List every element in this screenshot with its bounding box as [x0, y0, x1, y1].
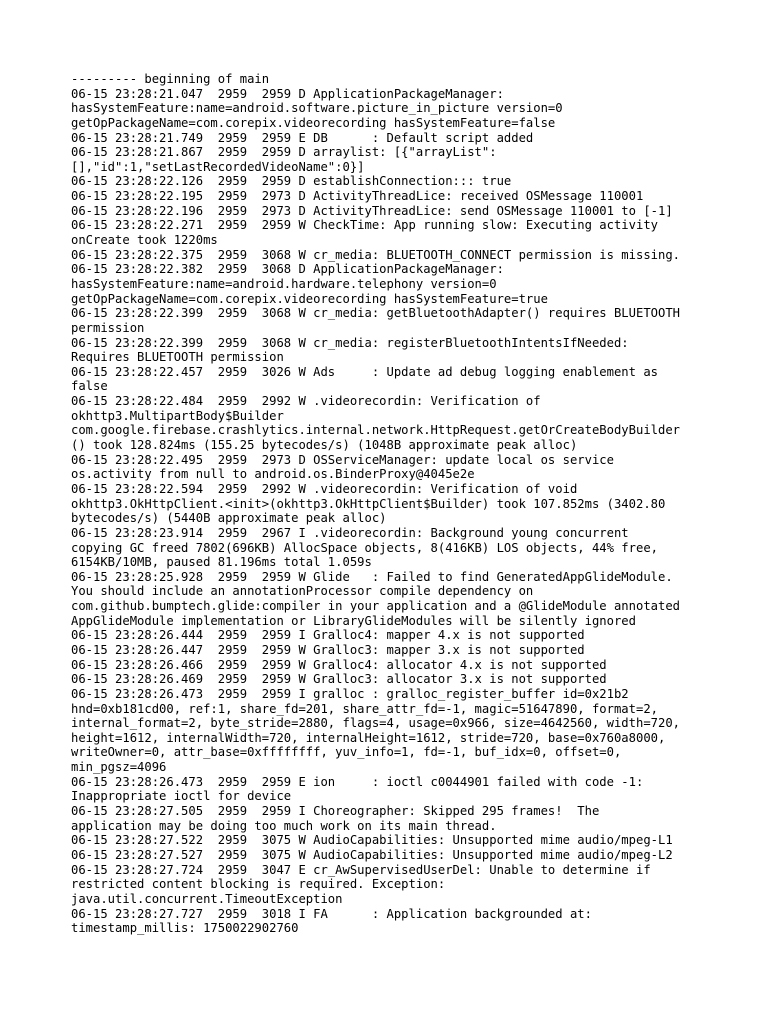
log-line: 06-15 23:28:22.399 2959 3068 W cr_media: getBluetoothAdapter() requires BLUETOOTH [71, 306, 681, 321]
log-line: Inappropriate ioctl for device [71, 789, 292, 804]
log-line: timestamp_millis: 1750022902760 [71, 921, 299, 936]
log-line: AppGlideModule implementation or LibraryGlideModules will be silently ignored [71, 613, 636, 628]
log-line: 06-15 23:28:22.195 2959 2973 D ActivityThreadLice: received OSMessage 110001 [71, 189, 644, 204]
log-line: false [71, 379, 108, 394]
log-line: hasSystemFeature:name=android.hardware.telephony version=0 [71, 276, 497, 291]
log-line: 06-15 23:28:26.444 2959 2959 I Gralloc4: mapper 4.x is not supported [71, 628, 585, 643]
log-line: copying GC freed 7802(696KB) AllocSpace objects, 8(416KB) LOS objects, 44% free, [71, 540, 658, 555]
log-line: 06-15 23:28:22.495 2959 2973 D OSServiceManager: update local os service [71, 452, 614, 467]
log-line: 06-15 23:28:22.126 2959 2959 D establishConnection::: true [71, 174, 512, 189]
log-line: 06-15 23:28:26.466 2959 2959 W Gralloc4: allocator 4.x is not supported [71, 657, 607, 672]
log-line: internal_format=2, byte_stride=2880, flags=4, usage=0x966, size=4642560, width=720, [71, 716, 681, 731]
log-line: --------- beginning of main [71, 72, 270, 86]
log-line: okhttp3.OkHttpClient.<init>(okhttp3.OkHttpClient$Builder) took 107.852ms (3402.80 [71, 496, 666, 511]
log-line: hasSystemFeature:name=android.software.picture_in_picture version=0 [71, 101, 563, 116]
log-line: 06-15 23:28:25.928 2959 2959 W Glide : Failed to find GeneratedAppGlideModule. [71, 569, 673, 584]
log-line: 06-15 23:28:26.473 2959 2959 E ion : ioctl c0044901 failed with code -1: [71, 774, 644, 789]
log-line: writeOwner=0, attr_base=0xffffffff, yuv_info=1, fd=-1, buf_idx=0, offset=0, [71, 745, 622, 760]
log-line: 06-15 23:28:22.484 2959 2992 W .videorecordin: Verification of [71, 394, 541, 409]
log-line: 06-15 23:28:26.447 2959 2959 W Gralloc3: mapper 3.x is not supported [71, 642, 585, 657]
log-line: okhttp3.MultipartBody$Builder [71, 408, 284, 423]
log-line: Requires BLUETOOTH permission [71, 350, 284, 365]
log-line: 06-15 23:28:21.867 2959 2959 D arraylist: [{"arrayList": [71, 145, 497, 160]
log-line: onCreate took 1220ms [71, 233, 218, 248]
log-text [71, 72, 761, 936]
log-line: 06-15 23:28:22.594 2959 2992 W .videorecordin: Verification of void [71, 481, 578, 496]
log-line: 06-15 23:28:23.914 2959 2967 I .videorecordin: Background young concurrent [71, 525, 629, 540]
log-line: 06-15 23:28:27.727 2959 3018 I FA : Application backgrounded at: [71, 906, 592, 921]
log-line: 06-15 23:28:27.522 2959 3075 W AudioCapabilities: Unsupported mime audio/mpeg-L1 [71, 833, 673, 848]
log-line: 06-15 23:28:21.749 2959 2959 E DB : Default script added [71, 130, 534, 145]
log-line: bytecodes/s) (5440B approximate peak alloc) [71, 511, 387, 526]
log-line: getOpPackageName=com.corepix.videorecording hasSystemFeature=false [71, 115, 556, 130]
log-line: 06-15 23:28:27.527 2959 3075 W AudioCapabilities: Unsupported mime audio/mpeg-L2 [71, 847, 673, 862]
log-line: 06-15 23:28:22.399 2959 3068 W cr_media: registerBluetoothIntentsIfNeeded: [71, 335, 629, 350]
log-line: 06-15 23:28:27.724 2959 3047 E cr_AwSupervisedUserDel: Unable to determine if [71, 862, 651, 877]
log-line: com.github.bumptech.glide:compiler in your application and a @GlideModule annotated [71, 599, 681, 614]
log-line: os.activity from null to android.os.BinderProxy@4045e2e [71, 467, 475, 482]
log-line: 06-15 23:28:22.382 2959 3068 D ApplicationPackageManager: [71, 262, 504, 277]
log-line: 06-15 23:28:22.271 2959 2959 W CheckTime: App running slow: Executing activity [71, 218, 658, 233]
log-line: [],"id":1,"setLastRecordedVideoName":0}] [71, 159, 365, 174]
log-line: 06-15 23:28:26.473 2959 2959 I gralloc : gralloc_register_buffer id=0x21b2 [71, 686, 629, 701]
log-line: hnd=0xb181cd00, ref:1, share_fd=201, share_attr_fd=-1, magic=51647890, format=2, [71, 701, 658, 716]
log-line: 06-15 23:28:27.505 2959 2959 I Choreographer: Skipped 295 frames! The [71, 804, 600, 819]
log-line: application may be doing too much work on its main thread. [71, 818, 497, 833]
log-line: 06-15 23:28:22.196 2959 2973 D ActivityThreadLice: send OSMessage 110001 to [-1] [71, 203, 673, 218]
log-line: 06-15 23:28:26.469 2959 2959 W Gralloc3: allocator 3.x is not supported [71, 672, 607, 687]
log-line: height=1612, internalWidth=720, internalHeight=1612, stride=720, base=0x760a8000, [71, 730, 666, 745]
log-line: () took 128.824ms (155.25 bytecodes/s) (1048B approximate peak alloc) [71, 438, 578, 453]
log-line: permission [71, 320, 145, 335]
log-line: min_pgsz=4096 [71, 760, 167, 775]
log-line: 06-15 23:28:21.047 2959 2959 D ApplicationPackageManager: [71, 86, 504, 101]
log-line: getOpPackageName=com.corepix.videorecording hasSystemFeature=true [71, 291, 548, 306]
log-line: restricted content blocking is required. Exception: [71, 877, 446, 892]
log-line: 06-15 23:28:22.457 2959 3026 W Ads : Update ad debug logging enablement as [71, 364, 658, 379]
log-line: 06-15 23:28:22.375 2959 3068 W cr_media: BLUETOOTH_CONNECT permission is missing. [71, 247, 681, 262]
log-line: com.google.firebase.crashlytics.internal.network.HttpRequest.getOrCreateBodyBuilder [71, 423, 681, 438]
log-line: You should include an annotationProcessor compile dependency on [71, 584, 534, 599]
log-line: java.util.concurrent.TimeoutException [71, 891, 343, 906]
log-line: 6154KB/10MB, paused 81.196ms total 1.059s [71, 555, 372, 570]
